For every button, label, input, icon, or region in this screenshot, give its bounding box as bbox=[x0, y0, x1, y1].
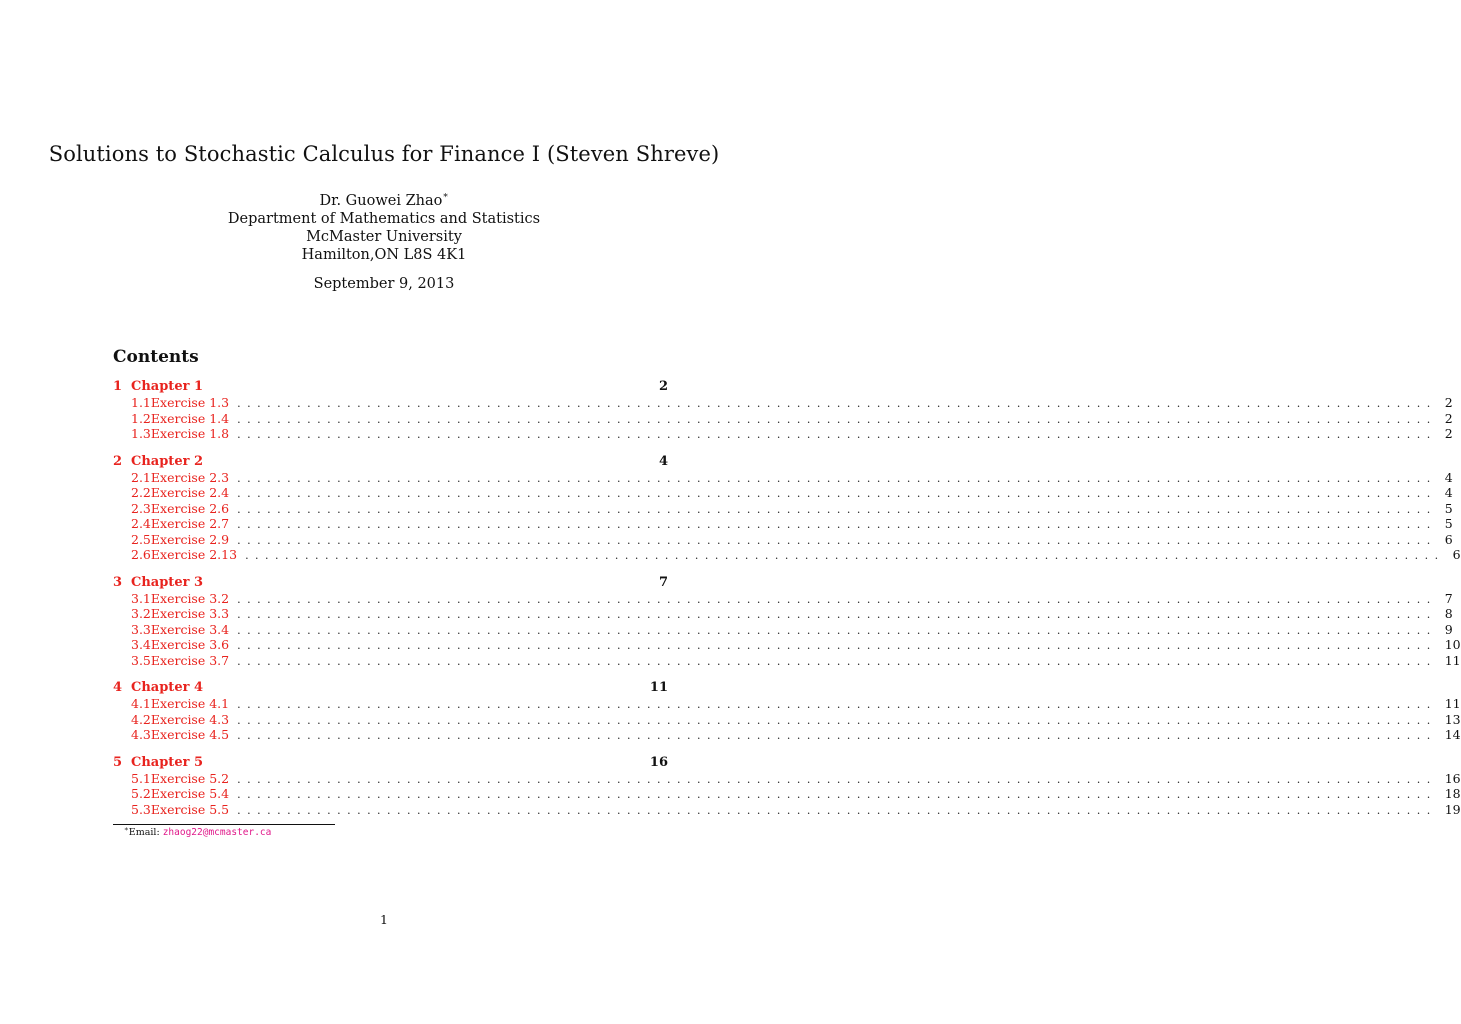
toc-chapter bbox=[113, 680, 1461, 743]
toc-dot-leader: ........................................................................................................................ bbox=[237, 412, 1437, 426]
toc-chapter-link[interactable] bbox=[113, 575, 668, 591]
toc-section-link[interactable] bbox=[113, 500, 1453, 517]
toc-section-link[interactable] bbox=[113, 410, 1453, 427]
toc-chapter-link[interactable] bbox=[113, 755, 668, 771]
toc-section-page: 6 bbox=[1444, 531, 1453, 547]
toc-dot-leader: ........................................................................................................................ bbox=[237, 428, 1437, 441]
page-number: 1 bbox=[380, 912, 388, 927]
toc-section-page: 6 bbox=[1452, 547, 1461, 562]
toc-section-number: 2.5 bbox=[131, 531, 151, 547]
toc-dot-leader: ........................................................................................................................ bbox=[237, 713, 1437, 727]
toc-section-title: Exercise 2.3 bbox=[150, 469, 230, 485]
toc-section-title: Exercise 1.4 bbox=[150, 410, 230, 426]
toc-section-page: 2 bbox=[1444, 426, 1453, 441]
toc-section-number: 4.1 bbox=[131, 696, 151, 711]
toc-section-page: 2 bbox=[1444, 410, 1453, 426]
document-title: Solutions to Stochastic Calculus for Finance I (Steven Shreve) bbox=[48, 142, 720, 166]
toc-chapter-number: 2 bbox=[113, 453, 123, 469]
toc-section-title: Exercise 5.4 bbox=[150, 786, 230, 801]
toc-section-number: 3.2 bbox=[131, 606, 151, 621]
toc-section-number: 3.5 bbox=[131, 652, 151, 668]
toc-section-number: 3.4 bbox=[131, 637, 151, 652]
toc-section-link[interactable] bbox=[113, 606, 1453, 622]
toc-section-title: Exercise 2.6 bbox=[150, 500, 230, 516]
toc-section-title: Exercise 1.8 bbox=[150, 426, 230, 441]
toc-section-title: Exercise 2.4 bbox=[150, 485, 230, 500]
toc-section-link[interactable] bbox=[113, 727, 1461, 743]
toc-section-page: 13 bbox=[1444, 711, 1461, 727]
toc-chapter bbox=[113, 754, 1461, 818]
toc-dot-leader: ........................................................................................................................ bbox=[237, 592, 1437, 606]
toc-dot-leader: ........................................................................................................................ bbox=[245, 549, 1445, 562]
toc-section-page: 5 bbox=[1444, 500, 1453, 516]
toc-chapter-page: 2 bbox=[658, 379, 668, 394]
toc-section-link[interactable] bbox=[113, 786, 1461, 802]
toc-chapter-link[interactable] bbox=[113, 379, 668, 395]
toc-section-number: 5.1 bbox=[131, 770, 151, 786]
email-link[interactable]: zhaog22@mcmaster.ca bbox=[162, 827, 272, 838]
toc-section-number: 1.2 bbox=[131, 410, 151, 426]
toc-section-title: Exercise 3.7 bbox=[150, 652, 230, 668]
toc-chapter-title: Chapter 2 bbox=[131, 453, 204, 469]
toc-section-page: 16 bbox=[1444, 770, 1461, 786]
footnote-rule bbox=[113, 824, 335, 825]
toc-section-link[interactable] bbox=[113, 531, 1453, 548]
footnote bbox=[124, 827, 271, 838]
toc-section-title: Exercise 3.4 bbox=[150, 621, 230, 637]
toc-section-title: Exercise 1.3 bbox=[150, 395, 230, 410]
toc-section-link[interactable] bbox=[113, 395, 1453, 411]
toc-dot-leader: ........................................................................................................................ bbox=[237, 487, 1437, 500]
toc-chapter-page: 11 bbox=[649, 680, 668, 695]
toc-section-link[interactable] bbox=[113, 469, 1453, 486]
toc-chapter-page: 4 bbox=[658, 453, 668, 469]
toc-section-link[interactable] bbox=[113, 770, 1461, 787]
toc-section-title: Exercise 3.6 bbox=[150, 637, 230, 652]
toc-section-title: Exercise 4.3 bbox=[150, 711, 230, 727]
toc-section-number: 2.1 bbox=[131, 469, 151, 485]
toc-section-number: 2.3 bbox=[131, 500, 151, 516]
toc-section-number: 3.1 bbox=[131, 590, 151, 606]
toc-section-page: 7 bbox=[1444, 590, 1453, 606]
toc-section-number: 5.2 bbox=[131, 786, 151, 801]
table-of-contents bbox=[113, 379, 1461, 829]
toc-section-number: 5.3 bbox=[131, 801, 151, 817]
author-block bbox=[0, 192, 768, 264]
toc-section-link[interactable] bbox=[113, 801, 1461, 818]
toc-dot-leader: ........................................................................................................................ bbox=[237, 518, 1437, 531]
author-address: Hamilton,ON L8S 4K1 bbox=[301, 247, 467, 263]
toc-section-number: 2.4 bbox=[131, 516, 151, 531]
toc-dot-leader: ........................................................................................................................ bbox=[237, 639, 1437, 652]
toc-chapter-title: Chapter 4 bbox=[131, 680, 204, 695]
toc-dot-leader: ........................................................................................................................ bbox=[237, 654, 1437, 668]
toc-section-page: 11 bbox=[1444, 696, 1461, 711]
toc-dot-leader: ........................................................................................................................ bbox=[237, 803, 1437, 817]
toc-chapter-title: Chapter 1 bbox=[131, 379, 204, 394]
author-university: McMaster University bbox=[306, 229, 462, 245]
toc-chapter-page: 7 bbox=[658, 574, 668, 590]
toc-section-number: 1.1 bbox=[131, 395, 151, 410]
toc-chapter-number: 5 bbox=[113, 754, 123, 770]
toc-chapter bbox=[113, 574, 1461, 669]
toc-section-link[interactable] bbox=[113, 516, 1453, 532]
toc-section-link[interactable] bbox=[113, 696, 1461, 712]
toc-chapter-number: 3 bbox=[113, 574, 123, 590]
toc-chapter bbox=[113, 379, 1453, 442]
toc-section-page: 9 bbox=[1444, 621, 1453, 637]
footnote-mark: ∗ bbox=[124, 825, 129, 833]
toc-section-title: Exercise 5.2 bbox=[150, 770, 230, 786]
toc-dot-leader: ........................................................................................................................ bbox=[237, 397, 1437, 410]
toc-dot-leader: ........................................................................................................................ bbox=[237, 502, 1437, 516]
author-name-line bbox=[0, 192, 768, 210]
toc-section-page: 14 bbox=[1444, 727, 1461, 742]
toc-section-number: 3.3 bbox=[131, 621, 151, 637]
toc-section-page: 10 bbox=[1444, 637, 1461, 652]
toc-section-page: 18 bbox=[1444, 786, 1461, 801]
toc-dot-leader: ........................................................................................................................ bbox=[237, 471, 1437, 485]
toc-section-link[interactable] bbox=[113, 547, 1461, 563]
toc-section-number: 2.2 bbox=[131, 485, 151, 500]
toc-chapter-page: 16 bbox=[649, 754, 668, 770]
footnote-label: Email: bbox=[128, 827, 160, 838]
toc-section-page: 2 bbox=[1444, 395, 1453, 410]
toc-section-page: 5 bbox=[1444, 516, 1453, 531]
toc-section-link[interactable] bbox=[113, 485, 1453, 501]
author-name: Dr. Guowei Zhao bbox=[319, 193, 443, 209]
toc-section-page: 11 bbox=[1444, 652, 1461, 668]
toc-chapter-link[interactable] bbox=[113, 454, 668, 470]
toc-section-link[interactable] bbox=[113, 590, 1453, 607]
toc-dot-leader: ........................................................................................................................ bbox=[237, 788, 1437, 801]
author-footnote-mark: ∗ bbox=[442, 191, 449, 201]
contents-heading: Contents bbox=[113, 347, 199, 367]
toc-chapter-title: Chapter 5 bbox=[131, 754, 204, 770]
toc-chapter bbox=[113, 453, 1461, 563]
toc-section-page: 4 bbox=[1444, 485, 1453, 500]
toc-section-link[interactable] bbox=[113, 652, 1461, 669]
document-date: September 9, 2013 bbox=[313, 276, 455, 292]
toc-section-number: 2.6 bbox=[131, 547, 151, 562]
toc-section-page: 19 bbox=[1444, 801, 1461, 817]
toc-section-number: 4.3 bbox=[131, 727, 151, 742]
toc-section-title: Exercise 2.9 bbox=[150, 531, 230, 547]
toc-dot-leader: ........................................................................................................................ bbox=[237, 533, 1437, 547]
toc-dot-leader: ........................................................................................................................ bbox=[237, 729, 1437, 742]
toc-chapter-title: Chapter 3 bbox=[131, 574, 204, 590]
toc-chapter-number: 4 bbox=[113, 680, 123, 695]
toc-section-title: Exercise 2.7 bbox=[150, 516, 230, 531]
toc-section-link[interactable] bbox=[113, 621, 1453, 638]
toc-section-title: Exercise 3.2 bbox=[150, 590, 230, 606]
toc-chapter-number: 1 bbox=[113, 379, 123, 394]
toc-section-number: 4.2 bbox=[131, 711, 151, 727]
toc-chapter-link[interactable] bbox=[113, 680, 668, 696]
author-department: Department of Mathematics and Statistics bbox=[227, 211, 541, 227]
toc-dot-leader: ........................................................................................................................ bbox=[237, 623, 1437, 637]
toc-section-title: Exercise 3.3 bbox=[150, 606, 230, 621]
toc-section-link[interactable] bbox=[113, 711, 1461, 728]
toc-dot-leader: ........................................................................................................................ bbox=[237, 698, 1437, 711]
toc-section-page: 4 bbox=[1444, 469, 1453, 485]
toc-dot-leader: ........................................................................................................................ bbox=[237, 772, 1437, 786]
toc-section-title: Exercise 5.5 bbox=[150, 801, 230, 817]
toc-section-title: Exercise 2.13 bbox=[150, 547, 238, 562]
toc-section-title: Exercise 4.5 bbox=[150, 727, 230, 742]
toc-section-page: 8 bbox=[1444, 606, 1453, 621]
toc-dot-leader: ........................................................................................................................ bbox=[237, 608, 1437, 621]
toc-section-number: 1.3 bbox=[131, 426, 151, 441]
toc-section-link[interactable] bbox=[113, 426, 1453, 442]
toc-section-title: Exercise 4.1 bbox=[150, 696, 230, 711]
toc-section-link[interactable] bbox=[113, 637, 1461, 653]
